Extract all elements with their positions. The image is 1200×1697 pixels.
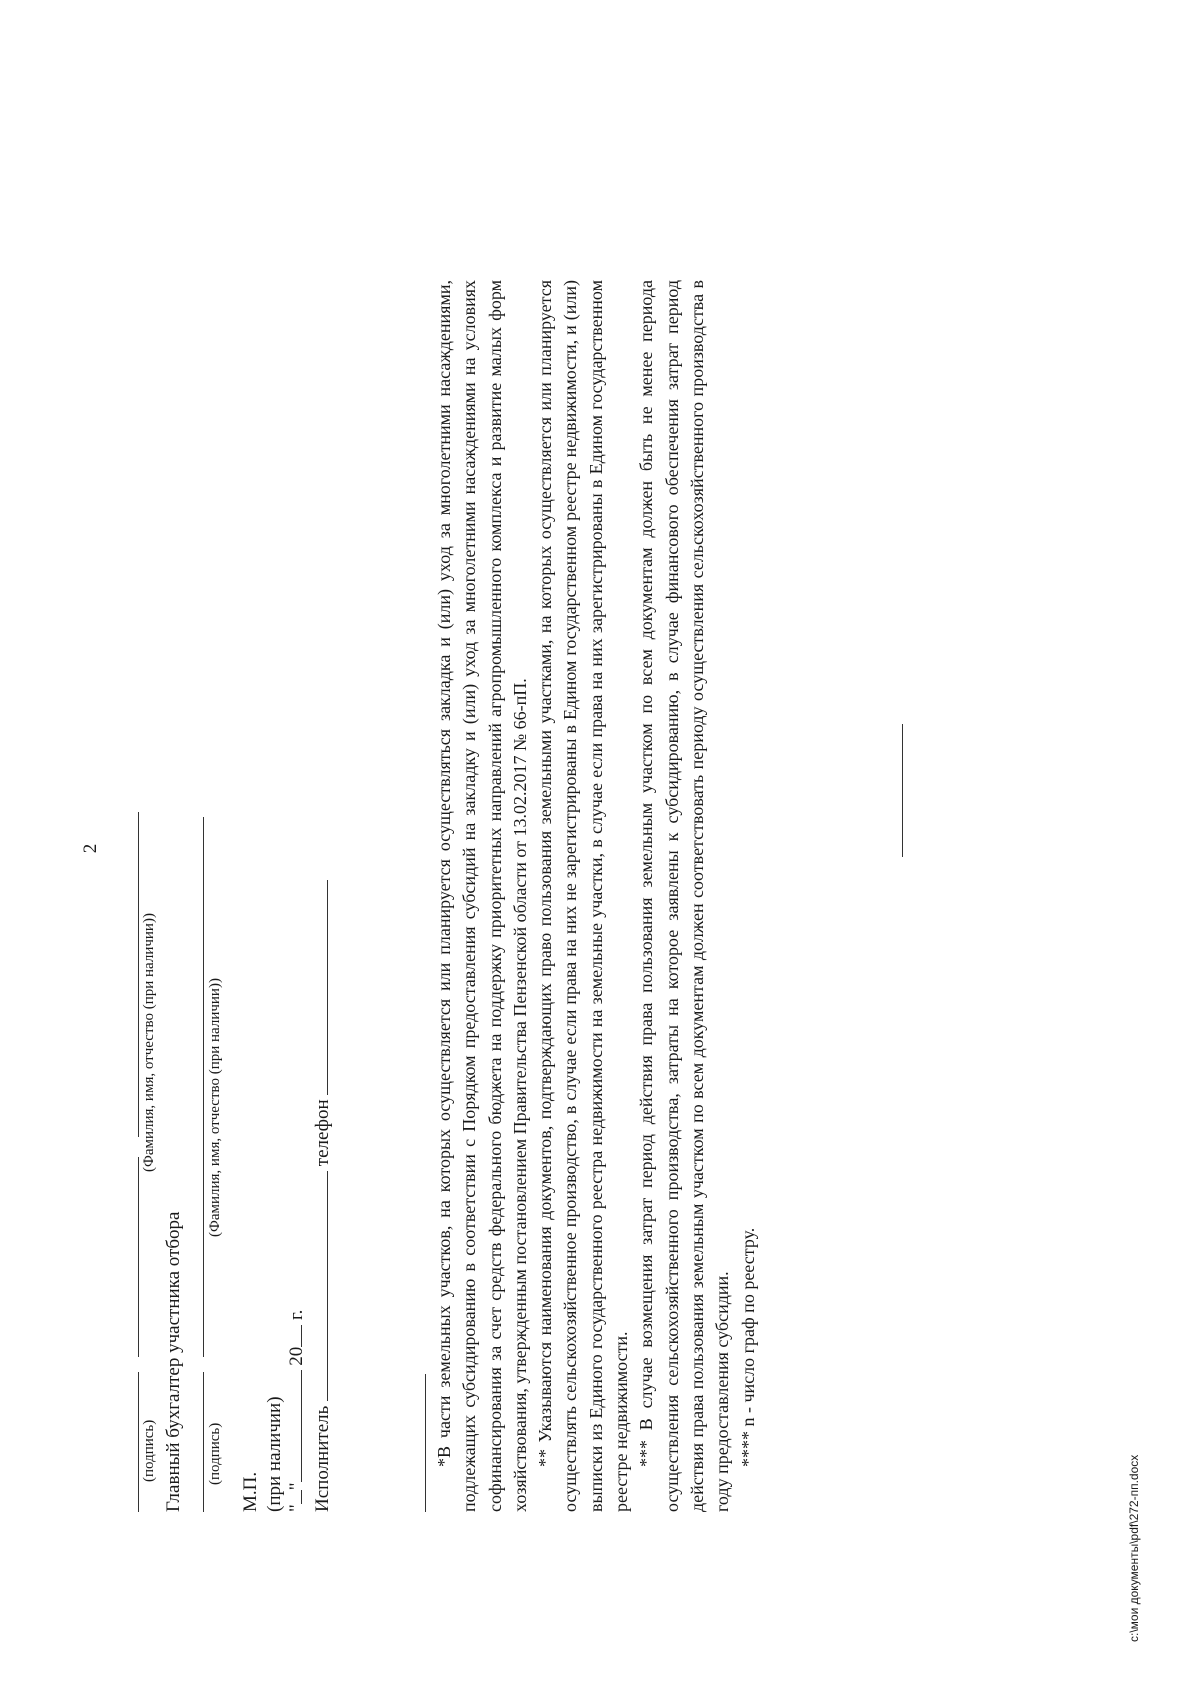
date-open-quote: " (286, 1504, 307, 1512)
footnote-1: *В части земельных участков, на которых осуществляется или планируется осуществляться закладка и (или) уход за многолетними насаждениями, подлежащих субсидированию в соответствии с Порядком предоставления субсидий на закладку и (или) уход за многолетними насаждениями на условиях софинансирования за счет средств федерального бюджета на поддержку приоритетных направлений агропромышленного комплекса и развитие малых форм хозяйствования, утвержденным постановлением Правительства Пензенской области от 13.02.2017 № 66-пП. (434, 280, 530, 1512)
caption-signature-2: (подпись) (207, 1422, 223, 1485)
phone-field (313, 880, 328, 1095)
executor-line (312, 880, 334, 1512)
footnote-2: ** Указываются наименования документов, подтверждающих право пользования земельными участками, на которых осуществляется или планируется осуществлять сельскохозяйственное производство, в случае если права на них не зарегистрированы в Едином государственном реестре недвижимости, и (или) выписки из Единого государственного реестра недвижимости на земельные участки, в случае если права на них зарегистрированы в Едином государственном реестре недвижимости. (535, 280, 632, 1512)
chief-accountant-label: Главный бухгалтер участника отбора (163, 1211, 184, 1512)
footnote-3: *** В случае возмещения затрат период действия права пользования земельным участком по всем документам должен быть не менее периода осуществления сельскохозяйственного производства, затраты на которое заявлены к субсидированию, в случае финансового обеспечения затрат период действия права пользования земельным участком по всем документам должен соответствовать периоду осуществления сельскохозяйственного производства в году предоставления субсидии. (636, 280, 733, 1512)
stamp-label: М.П. (240, 1471, 261, 1512)
signature-line-2 (203, 1372, 204, 1512)
executor-label: Исполнитель (312, 1405, 333, 1512)
page-number: 2 (80, 843, 101, 854)
date-year-suffix: г. (286, 1309, 307, 1320)
stamp-note: (при наличии) (264, 1396, 285, 1512)
date-line (286, 1310, 308, 1512)
executor-field (313, 1171, 328, 1401)
caption-signature-1: (подпись) (141, 1419, 157, 1482)
signature-line-1 (138, 1372, 139, 1512)
name-line-1b (138, 812, 139, 1137)
date-close-quote: " (286, 1482, 307, 1491)
date-day-field (287, 1490, 302, 1504)
footnotes (432, 280, 761, 1512)
footnote-separator (425, 1374, 426, 1512)
name-line-2 (203, 817, 204, 1357)
file-path: c:\мои документы\pdf\272-пп.docx (1127, 1454, 1141, 1642)
date-year-field (287, 1325, 302, 1347)
name-line-1 (138, 1157, 139, 1357)
footnote-4: **** n - число граф по реестру. (737, 1227, 758, 1467)
caption-name-2: (Фамилия, имя, отчество (при наличии)) (207, 978, 223, 1237)
phone-label: телефон (312, 1099, 333, 1167)
date-month-field (287, 1370, 302, 1482)
caption-name-1: (Фамилия, имя, отчество (при наличии)) (141, 913, 157, 1172)
date-year-prefix: 20 (286, 1346, 307, 1366)
bottom-rule (902, 724, 903, 857)
